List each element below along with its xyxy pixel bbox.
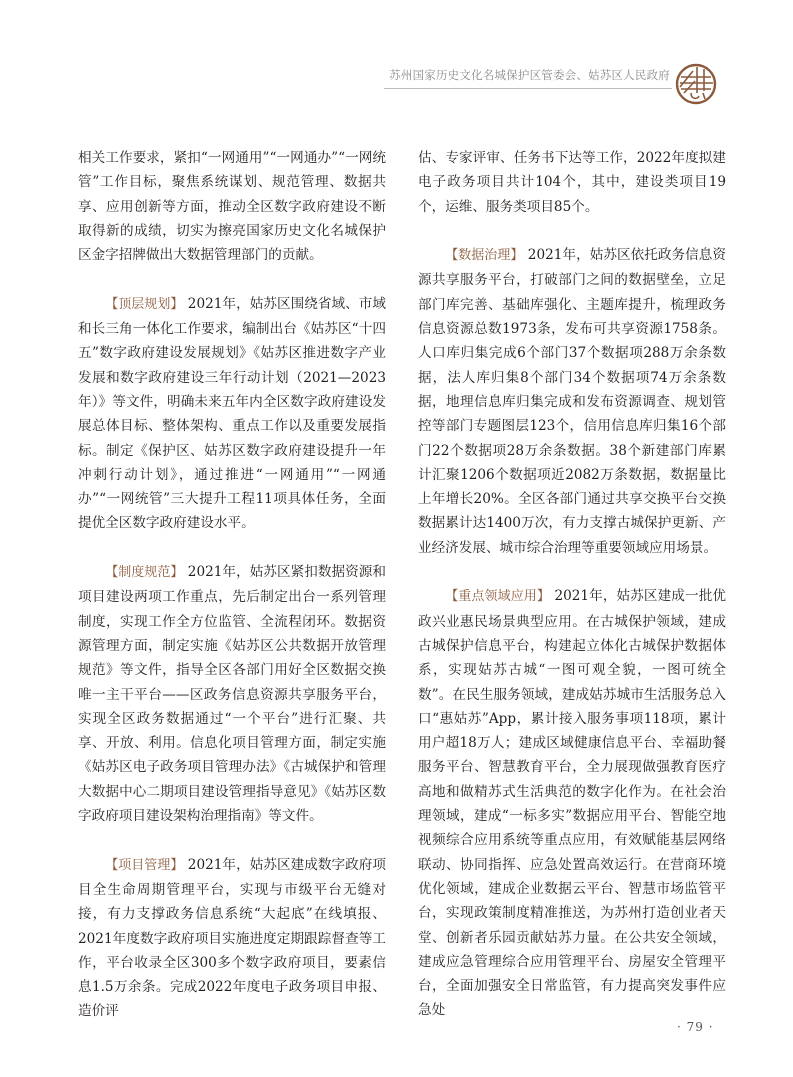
page-number: · 79 · — [677, 1020, 714, 1034]
section-body: 2021年，姑苏区紧扣数据资源和项目建设两项工作重点，先后制定出台一系列管理制度，实现工作全方位监管、全流程闭环。数据资源管理方面，制定实施《姑苏区公共数据开放管理规范》等文件，指导全区各部门用好全区数据交换唯一主干平台——区政务信息资源共享服务平台，实现全区政务数据通过“一个平台”进行汇聚、共享、开放、利用。信息化项目管理方面，制定实施《姑苏区电子政务项目管理办法》《古城保护和管理大数据中心二期项目建设管理指导意见》《姑苏区数字政府项目建设架构治理指南》等文件。 — [78, 564, 386, 825]
section-body: 2021年，姑苏区建成数字政府项目全生命周期管理平台，实现与市级平台无缝对接，有力支撑政务信息系统“大起底”在线填报、2021年度数字政府项目实施进度定期跟踪督查等工作，平台收录全区300多个数字政府项目，要素信息1.5万余条。完成2022年度电子政务项目申报、造价评 — [78, 856, 386, 1020]
section-tag: 【数据治理】 — [445, 248, 524, 264]
section-tag: 【重点领域应用】 — [445, 589, 551, 605]
section-body: 2021年，姑苏区依托政务信息资源共享服务平台，打破部门之间的数据壁垒，立足部门库完善、基础库强化、主题库提升，梳理政务信息资源总数1973条，发布可共享资源1758条。人口库归集完成6个部门37个数据项288万余条数据，法人库归集8个部门34个数据项74万余条数据，地理信息库归集完成和发布资源调查、规划管控等部门专题图层123个，信用信息库归集16个部门22个数据项28万余条数据。38个新建部门库累计汇聚1206个数据项近2082万条数据，数据量比上年增长20%。全区各部门通过共享交换平台交换数据累计达1400万次，有力支撑古城保护更新、产业经济发展、城市综合治理等重要领域应用场景。 — [418, 247, 726, 556]
section-tag: 【制度规范】 — [105, 565, 184, 581]
running-header — [384, 64, 672, 89]
section-body: 2021年，姑苏区建成一批优政兴业惠民场景典型应用。在古城保护领域，建成古城保护信息平台，构建起立体化古城保护数据体系，实现姑苏古城“一图可观全貌，一图可统全数”。在民生服务领域，建成姑苏城市生活服务总入口“惠姑苏”App，累计接入服务事项118项，累计用户超18万人；建成区域健康信息平台、幸福助餐服务平台、智慧教育平台，全力展现做强教育医疗高地和做精苏式生活典范的数字化作为。在社会治理领域，建成“一标多实”数据应用平台、智能空地视频综合应用系统等重点应用，有效赋能基层网络联动、协同指挥、应急处置高效运行。在营商环境优化领域，建成企业数据云平台、智慧市场监管平台，实现政策制度精准推送，为苏州打造创业者天堂、创新者乐园贡献姑苏力量。在公共安全领域，建成应急管理综合应用管理平台、房屋安全管理平台，全面加强安全日常监管，有力提高突发事件应急处 — [418, 588, 726, 1019]
section-project-management — [78, 853, 386, 1024]
section-tag: 【顶层规划】 — [105, 296, 184, 312]
intro-paragraph-continuation: 相关工作要求，紧扣“一网通用”“一网通办”“一网统管”工作目标，聚焦系统谋划、规范管理、数据共享、应用创新等方面，推动全区数字政府建设不断取得新的成绩，切实为擦亮国家历史文化名城保护区金字招牌做出大数据管理部门的贡献。 — [78, 150, 386, 264]
section-institutional-norms — [78, 560, 386, 828]
section-key-field-applications — [418, 584, 726, 1022]
right-column — [418, 146, 726, 1047]
section-tag: 【项目管理】 — [105, 857, 184, 873]
section-top-level-planning — [78, 292, 386, 536]
left-column — [78, 146, 386, 1048]
section-body: 2021年，姑苏区围绕省域、市域和长三角一体化工作要求，编制出台《姑苏区“十四五”数字政府建设发展规划》《姑苏区推进数字产业发展和数字政府建设三年行动计划（2021—2023年）》等文件，明确未来五年内全区数字政府建设发展总体目标、整体架构、重点工作以及重要发展指标。制定《保护区、姑苏区数字政府建设提升一年冲刺行动计划》，通过推进“一网通用”“一网通办”“一网统管”三大提升工程11项具体任务，全面提优全区数字政府建设水平。 — [78, 295, 386, 532]
project-management-continuation: 估、专家评审、任务书下达等工作，2022年度拟建电子政务项目共计104个，其中，建设类项目19个，运维、服务类项目85个。 — [418, 150, 726, 215]
gusu-seal-icon — [675, 63, 717, 105]
header-title: 苏州国家历史文化名城保护区管委会、姑苏区人民政府 — [389, 68, 670, 82]
section-data-governance — [418, 243, 726, 560]
